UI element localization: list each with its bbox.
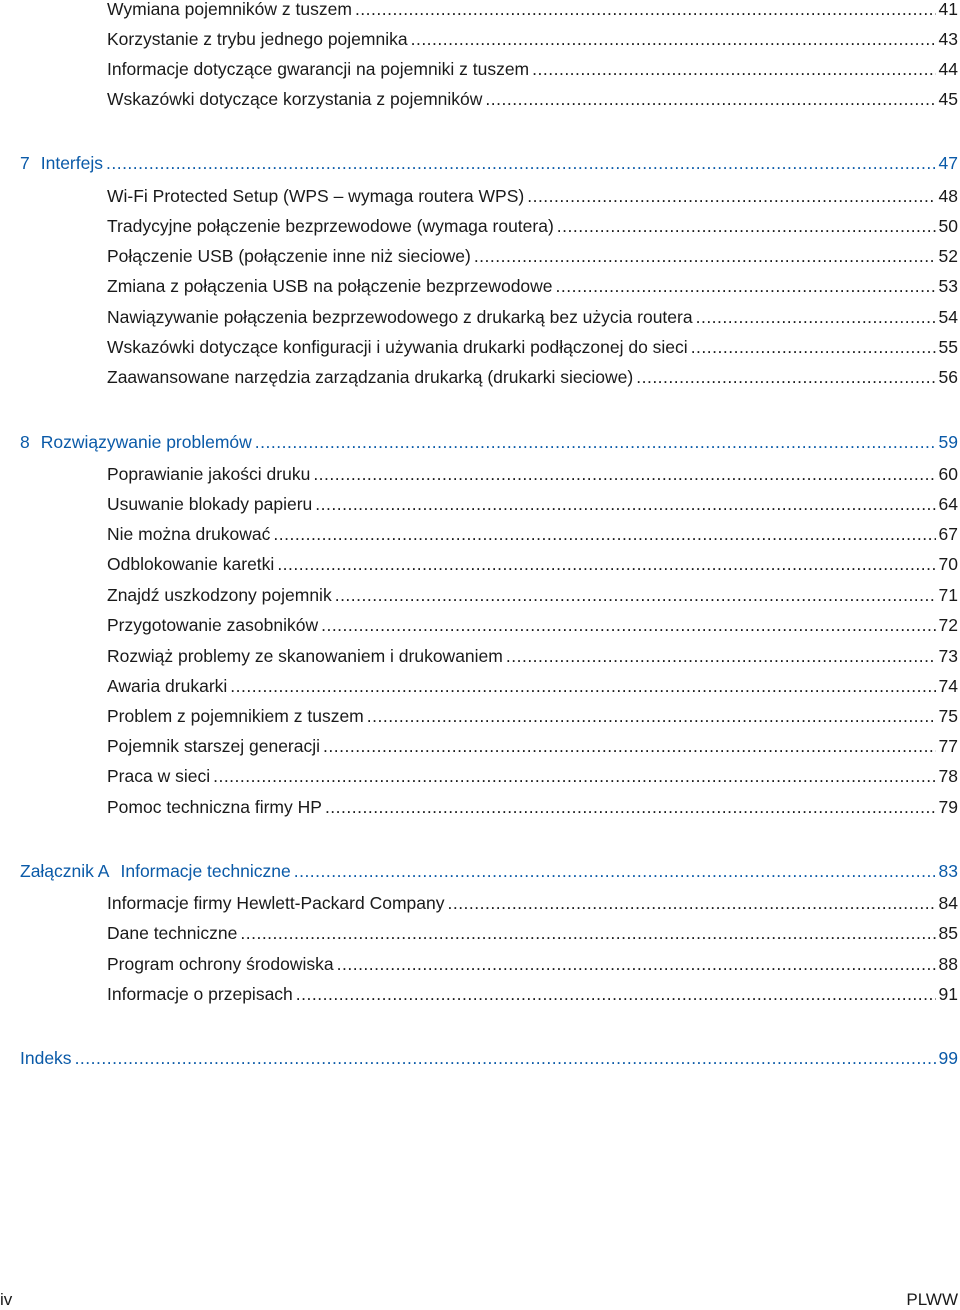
toc-leader-dots [447, 892, 935, 914]
toc-leader-dots [325, 796, 936, 818]
toc-entry-label: Znajdź uszkodzony pojemnik [107, 585, 332, 605]
toc-entry-label: Korzystanie z trybu jednego pojemnika [107, 29, 408, 49]
toc-leader-dots [337, 953, 936, 975]
toc-entry-page: 43 [938, 29, 958, 49]
toc-entry[interactable] [107, 185, 958, 207]
toc-entry-label: Usuwanie blokady papieru [107, 494, 313, 514]
toc-entry-page: 88 [938, 954, 958, 974]
toc-entry-page: 44 [938, 59, 958, 79]
toc-leader-dots [230, 675, 935, 697]
toc-leader-dots [240, 922, 935, 944]
toc-entry-label: Program ochrony środowiska [107, 954, 334, 974]
toc-index[interactable] [20, 1047, 958, 1069]
toc-entry-page: 77 [938, 736, 958, 756]
toc-entry-label: Pomoc techniczna firmy HP [107, 797, 322, 817]
toc-leader-dots [106, 152, 936, 174]
page-number: iv [0, 1290, 13, 1309]
toc-entry-label: Problem z pojemnikiem z tuszem [107, 706, 364, 726]
toc-entry[interactable] [107, 614, 958, 636]
toc-leader-dots [636, 366, 935, 388]
toc-leader-dots [323, 735, 936, 757]
toc-entry-page: 72 [938, 615, 958, 635]
toc-entry-page: 75 [938, 706, 958, 726]
toc-entry[interactable] [107, 553, 958, 575]
toc-entry[interactable] [107, 584, 958, 606]
toc-leader-dots [485, 88, 935, 110]
toc-entry-page: 78 [938, 766, 958, 786]
toc-appendix-a[interactable] [20, 860, 958, 882]
toc-entry-page: 52 [938, 246, 958, 266]
toc-leader-dots [355, 0, 936, 20]
toc-leader-dots [506, 645, 936, 667]
toc-entry[interactable] [107, 922, 958, 944]
toc-entry-label: Połączenie USB (połączenie inne niż sieciowe) [107, 246, 471, 266]
toc-leader-dots [213, 765, 935, 787]
toc-chapter-page: 99 [938, 1048, 958, 1068]
toc-chapter-page: 47 [938, 153, 958, 173]
toc-entry-label: Wi-Fi Protected Setup (WPS – wymaga routera WPS) [107, 186, 525, 206]
toc-entry-page: 70 [938, 554, 958, 574]
toc-leader-dots [315, 493, 935, 515]
toc-leader-dots [556, 275, 936, 297]
toc-entry-label: Zmiana z połączenia USB na połączenie bezprzewodowe [107, 276, 553, 296]
toc-leader-dots [411, 28, 936, 50]
toc-entry[interactable] [107, 523, 958, 545]
toc-entry[interactable] [107, 336, 958, 358]
toc-chapter-page: 83 [938, 861, 958, 881]
toc-entry-label: Informacje dotyczące gwarancji na pojemniki z tuszem [107, 59, 530, 79]
toc-entry-label: Pojemnik starszej generacji [107, 736, 321, 756]
toc-chapter-number: 7 [20, 153, 30, 173]
toc-entry-page: 41 [938, 0, 958, 19]
toc-entry[interactable] [107, 88, 958, 110]
toc-entry-page: 48 [938, 186, 958, 206]
toc-leader-dots [557, 215, 936, 237]
toc-entry-page: 64 [938, 494, 958, 514]
toc-entry-page: 91 [938, 984, 958, 1004]
toc-leader-dots [691, 336, 936, 358]
toc-chapter-interfejs[interactable] [20, 152, 958, 174]
toc-chapter-label: Rozwiązywanie problemów [40, 432, 252, 452]
toc-entry-label: Informacje o przepisach [107, 984, 293, 1004]
toc-leader-dots [335, 584, 936, 606]
toc-entry-label: Wskazówki dotyczące korzystania z pojemników [107, 89, 483, 109]
toc-entry-label: Tradycyjne połączenie bezprzewodowe (wymaga routera) [107, 216, 554, 236]
toc-entry[interactable] [107, 765, 958, 787]
toc-entry-page: 79 [938, 797, 958, 817]
toc-entry-page: 53 [938, 276, 958, 296]
toc-entry-label: Wymiana pojemników z tuszem [107, 0, 352, 19]
toc-entry[interactable] [107, 245, 958, 267]
toc-entry[interactable] [107, 675, 958, 697]
toc-leader-dots [532, 58, 935, 80]
toc-leader-dots [294, 860, 936, 882]
toc-entry-page: 85 [938, 923, 958, 943]
toc-entry-page: 60 [938, 464, 958, 484]
toc-entry-page: 45 [938, 89, 958, 109]
toc-entry-page: 50 [938, 216, 958, 236]
toc-entry[interactable] [107, 892, 958, 914]
toc-entry-page: 71 [938, 585, 958, 605]
toc-chapter-label: Interfejs [40, 153, 103, 173]
toc-entry[interactable] [107, 0, 958, 20]
toc-entry-page: 55 [938, 337, 958, 357]
toc-chapter-rozwiazywanie-problemow[interactable] [20, 431, 958, 453]
toc-entry[interactable] [107, 645, 958, 667]
toc-entry[interactable] [107, 983, 958, 1005]
toc-entry-label: Przygotowanie zasobników [107, 615, 319, 635]
toc-entry[interactable] [107, 58, 958, 80]
toc-chapter-page: 59 [938, 432, 958, 452]
toc-leader-dots [321, 614, 935, 636]
toc-entry-page: 74 [938, 676, 958, 696]
toc-chapter-number: Załącznik A [20, 861, 110, 881]
toc-entry-label: Praca w sieci [107, 766, 211, 786]
toc-chapter-number: 8 [20, 432, 30, 452]
locale-code: PLWW [906, 1290, 958, 1309]
toc-entry[interactable] [107, 28, 958, 50]
toc-entry-label: Awaria drukarki [107, 676, 228, 696]
toc-entry[interactable] [107, 796, 958, 818]
toc-entry[interactable] [107, 705, 958, 727]
toc-entry[interactable] [107, 493, 958, 515]
toc-entry[interactable] [107, 215, 958, 237]
toc-entry-page: 67 [938, 524, 958, 544]
toc-entry-label: Wskazówki dotyczące konfiguracji i używania drukarki podłączonej do sieci [107, 337, 688, 357]
toc-entry-page: 84 [938, 893, 958, 913]
toc-entry[interactable] [107, 366, 958, 388]
toc-leader-dots [474, 245, 936, 267]
toc-entry-label: Dane techniczne [107, 923, 238, 943]
toc-leader-dots [255, 431, 936, 453]
toc-entry-label: Nawiązywanie połączenia bezprzewodowego z drukarką bez użycia routera [107, 307, 693, 327]
toc-entry-page: 73 [938, 646, 958, 666]
toc-leader-dots [277, 553, 935, 575]
toc-entry[interactable] [107, 463, 958, 485]
toc-entry[interactable] [107, 953, 958, 975]
toc-entry-label: Poprawianie jakości druku [107, 464, 311, 484]
toc-chapter-label: Indeks [20, 1048, 72, 1068]
toc-entry-label: Zaawansowane narzędzia zarządzania drukarką (drukarki sieciowe) [107, 367, 634, 387]
toc-entry[interactable] [107, 306, 958, 328]
toc-leader-dots [313, 463, 935, 485]
toc-leader-dots [367, 705, 936, 727]
toc-entry[interactable] [107, 275, 958, 297]
toc-leader-dots [75, 1047, 936, 1069]
toc-entry[interactable] [107, 735, 958, 757]
toc-leader-dots [696, 306, 936, 328]
toc-chapter-label: Informacje techniczne [120, 861, 291, 881]
toc-entry-page: 54 [938, 307, 958, 327]
toc-entry-page: 56 [938, 367, 958, 387]
toc-entry-label: Rozwiąż problemy ze skanowaniem i drukowaniem [107, 646, 503, 666]
toc-leader-dots [273, 523, 935, 545]
toc-entry-label: Nie można drukować [107, 524, 271, 544]
toc-leader-dots [296, 983, 936, 1005]
toc-entry-label: Odblokowanie karetki [107, 554, 275, 574]
toc-leader-dots [527, 185, 935, 207]
toc-entry-label: Informacje firmy Hewlett-Packard Company [107, 893, 445, 913]
